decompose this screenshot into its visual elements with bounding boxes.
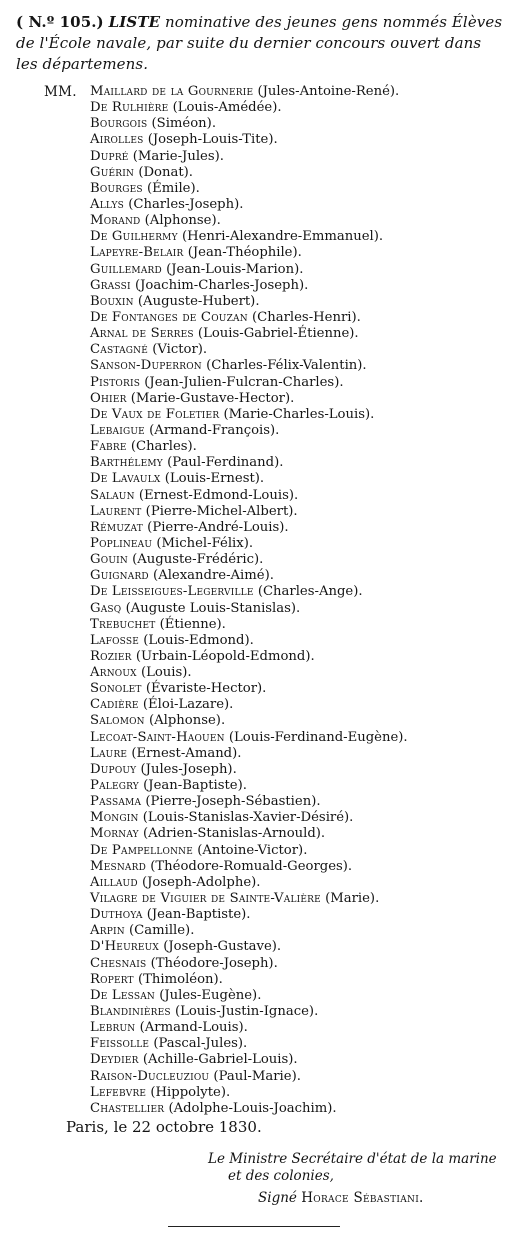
signature-line	[258, 1190, 424, 1207]
student-surname: Laurent	[90, 503, 142, 519]
list-item	[90, 762, 510, 778]
student-given-names: (Henri-Alexandre-Emmanuel).	[181, 229, 384, 245]
student-surname: Lebaigue	[90, 422, 145, 438]
list-item	[90, 875, 510, 891]
list-item	[90, 1020, 510, 1036]
list-item	[90, 1101, 510, 1117]
student-surname: Mesnard	[90, 858, 147, 874]
list-item	[90, 697, 510, 713]
student-surname: Salaun	[90, 487, 135, 503]
student-surname: Laure	[90, 745, 128, 761]
list-item	[90, 1052, 510, 1068]
list-item	[90, 681, 510, 697]
list-item	[90, 455, 510, 471]
student-surname: Sonolet	[90, 681, 142, 697]
list-item	[90, 859, 510, 875]
student-surname: Feissolle	[90, 1036, 150, 1052]
list-item	[90, 730, 510, 746]
list-item	[90, 891, 510, 907]
list-item	[90, 584, 510, 600]
list-item	[90, 617, 510, 633]
student-surname: Bourges	[90, 180, 143, 196]
list-item	[90, 810, 510, 826]
student-given-names: (Pierre-Joseph-Sébastien).	[145, 794, 321, 810]
minister-title: Le Ministre Secrétaire d'état de la marine	[208, 1151, 497, 1167]
list-item	[90, 391, 510, 407]
list-item	[90, 197, 510, 213]
student-given-names: (Armand-Louis).	[139, 1020, 248, 1036]
student-surname: Guillemard	[90, 261, 162, 277]
list-item	[90, 1004, 510, 1020]
list-item	[90, 907, 510, 923]
student-surname: Bouxin	[90, 293, 134, 309]
list-item	[90, 229, 510, 245]
student-surname: Pistoris	[90, 374, 141, 390]
student-surname: Trebuchet	[90, 616, 156, 632]
student-given-names: (Marie).	[325, 891, 380, 907]
student-given-names: (Alphonse).	[148, 713, 226, 729]
student-surname: Lapeyre-Belair	[90, 245, 184, 261]
student-surname: De Lavaulx	[90, 471, 161, 487]
student-surname: Chesnais	[90, 955, 147, 971]
student-given-names: (Auguste-Hubert).	[137, 293, 260, 309]
student-given-names: (Théodore-Joseph).	[150, 955, 278, 971]
student-given-names: (Louis-Ernest).	[164, 471, 265, 487]
student-surname: Arpin	[90, 923, 125, 939]
student-given-names: (Joseph-Gustave).	[163, 939, 282, 955]
student-given-names: (Adrien-Stanislas-Arnould).	[143, 826, 326, 842]
student-given-names: (Pierre-Michel-Albert).	[145, 503, 298, 519]
student-given-names: (Jules-Joseph).	[140, 761, 237, 777]
student-given-names: (Éloi-Lazare).	[142, 697, 234, 713]
student-given-names: (Paul-Marie).	[213, 1068, 301, 1084]
student-given-names: (Charles).	[130, 439, 197, 455]
student-given-names: (Michel-Félix).	[156, 535, 254, 551]
list-item	[90, 181, 510, 197]
student-given-names: (Donat).	[138, 164, 193, 180]
list-item	[90, 843, 510, 859]
student-given-names: (Joseph-Adolphe).	[141, 874, 261, 890]
list-item	[90, 826, 510, 842]
student-given-names: (Thimoléon).	[137, 971, 223, 987]
student-surname: De Leisseigues-Legerville	[90, 584, 254, 600]
student-given-names: (Siméon).	[151, 116, 217, 132]
list-item	[90, 471, 510, 487]
student-surname: De Rulhière	[90, 100, 169, 116]
decree-header	[16, 12, 506, 75]
student-surname: Castagné	[90, 342, 148, 358]
student-given-names: (Charles-Ange).	[257, 584, 363, 600]
student-given-names: (Urbain-Léopold-Edmond).	[135, 648, 315, 664]
student-surname: Aillaud	[90, 874, 138, 890]
student-surname: Maillard de la Gournerie	[90, 84, 254, 99]
student-given-names: (Jean-Baptiste).	[143, 778, 247, 794]
list-item	[90, 149, 510, 165]
list-item	[90, 939, 510, 955]
list-item	[90, 649, 510, 665]
student-surname: Deydier	[90, 1052, 139, 1068]
list-item	[90, 972, 510, 988]
student-surname: Airolles	[90, 132, 144, 148]
student-given-names: (Jean-Baptiste).	[146, 907, 251, 923]
student-surname: Fabre	[90, 439, 127, 455]
student-surname: Salomon	[90, 713, 145, 729]
student-given-names: (Auguste-Frédéric).	[132, 552, 264, 568]
list-item	[90, 423, 510, 439]
student-surname: Poplineau	[90, 535, 153, 551]
student-given-names: (Louis).	[140, 665, 192, 681]
list-item	[90, 713, 510, 729]
minister-title-continued: et des colonies,	[228, 1168, 334, 1184]
student-surname: Sanson-Duperron	[90, 358, 202, 374]
student-surname: Raison-Ducleuziou	[90, 1068, 210, 1084]
list-item	[90, 262, 510, 278]
list-item	[90, 633, 510, 649]
student-surname: Rémuzat	[90, 519, 143, 535]
student-given-names: (Émile).	[146, 180, 200, 196]
student-surname: Passama	[90, 794, 142, 810]
student-surname: Ohier	[90, 390, 127, 406]
student-surname: Duthoya	[90, 907, 143, 923]
student-surname: Bourgois	[90, 116, 148, 132]
student-surname: Blandinières	[90, 1004, 171, 1020]
student-given-names: (Joachim-Charles-Joseph).	[134, 277, 309, 293]
student-surname: Lebrun	[90, 1020, 136, 1036]
list-item	[90, 488, 510, 504]
student-given-names: (Jules-Antoine-René).	[257, 84, 400, 99]
list-item	[90, 746, 510, 762]
student-given-names: (Jean-Julien-Fulcran-Charles).	[144, 374, 344, 390]
decree-title: LISTE	[108, 13, 161, 31]
student-given-names: (Charles-Joseph).	[128, 196, 244, 212]
list-item	[90, 504, 510, 520]
student-surname: De Fontanges de Couzan	[90, 309, 248, 325]
student-surname: D'Heureux	[90, 939, 159, 955]
student-surname: De Vaux de Foletier	[90, 406, 220, 422]
student-surname: Rozier	[90, 648, 132, 664]
list-item	[90, 165, 510, 181]
student-given-names: (Camille).	[129, 923, 195, 939]
student-surname: Vilagre de Viguier de Sainte-Valière	[90, 891, 321, 907]
student-given-names: (Victor).	[152, 342, 208, 358]
student-given-names: (Louis-Edmond).	[143, 632, 254, 648]
student-surname: Mongin	[90, 810, 139, 826]
student-surname: Cadière	[90, 697, 139, 713]
student-given-names: (Jean-Théophile).	[187, 245, 302, 261]
student-surname: De Lessan	[90, 987, 156, 1003]
list-item	[90, 778, 510, 794]
list-item	[90, 956, 510, 972]
signatory-name: Horace Sébastiani.	[301, 1190, 424, 1206]
list-item	[90, 84, 510, 100]
list-item	[90, 278, 510, 294]
student-given-names: (Antoine-Victor).	[197, 842, 308, 858]
list-item	[90, 116, 510, 132]
list-item	[90, 520, 510, 536]
student-given-names: (Louis-Stanislas-Xavier-Désiré).	[142, 810, 354, 826]
student-surname: Ropert	[90, 971, 134, 987]
student-surname: Chastellier	[90, 1100, 165, 1116]
signed-label: Signé	[258, 1190, 297, 1206]
student-surname: Lafosse	[90, 632, 140, 648]
student-surname: Palegry	[90, 778, 139, 794]
student-given-names: (Adolphe-Louis-Joachim).	[168, 1100, 337, 1116]
student-given-names: (Joseph-Louis-Tite).	[147, 132, 278, 148]
student-given-names: (Charles-Félix-Valentin).	[206, 358, 367, 374]
student-surname: Allys	[90, 196, 125, 212]
list-item	[90, 1085, 510, 1101]
list-item	[90, 1036, 510, 1052]
list-item	[90, 536, 510, 552]
list-item	[90, 375, 510, 391]
student-surname: Arnoux	[90, 665, 137, 681]
list-item	[90, 552, 510, 568]
student-given-names: (Alexandre-Aimé).	[153, 568, 274, 584]
student-given-names: (Achille-Gabriel-Louis).	[142, 1052, 298, 1068]
student-list	[90, 84, 510, 1117]
student-given-names: (Louis-Gabriel-Étienne).	[197, 326, 359, 342]
student-surname: Dupré	[90, 148, 129, 164]
list-item	[90, 601, 510, 617]
student-surname: Guérin	[90, 164, 135, 180]
student-given-names: (Armand-François).	[149, 422, 280, 438]
student-surname: Guignard	[90, 568, 149, 584]
student-given-names: (Pierre-André-Louis).	[147, 519, 289, 535]
list-item	[90, 342, 510, 358]
list-item	[90, 213, 510, 229]
student-given-names: (Évariste-Hector).	[145, 681, 267, 697]
student-surname: De Guilhermy	[90, 229, 178, 245]
messieurs-label: MM.	[44, 84, 77, 100]
student-surname: Mornay	[90, 826, 139, 842]
list-item	[90, 310, 510, 326]
list-item	[90, 794, 510, 810]
student-given-names: (Ernest-Edmond-Louis).	[138, 487, 299, 503]
student-given-names: (Alphonse).	[144, 213, 221, 229]
list-item	[90, 358, 510, 374]
student-surname: Lecoat-Saint-Haouen	[90, 729, 225, 745]
student-given-names: (Marie-Gustave-Hector).	[130, 390, 295, 406]
list-item	[90, 132, 510, 148]
student-surname: De Pampellonne	[90, 842, 193, 858]
student-surname: Lefebvre	[90, 1084, 147, 1100]
student-surname: Gouin	[90, 552, 128, 568]
decree-date: Paris, le 22 octobre 1830.	[66, 1118, 262, 1136]
student-given-names: (Paul-Ferdinand).	[167, 455, 284, 471]
decree-number: ( N.º 105.)	[16, 13, 104, 31]
student-given-names: (Charles-Henri).	[252, 309, 361, 325]
student-given-names: (Étienne).	[159, 616, 226, 632]
student-given-names: (Ernest-Amand).	[131, 745, 242, 761]
student-given-names: (Louis-Ferdinand-Eugène).	[228, 729, 408, 745]
list-item	[90, 326, 510, 342]
list-item	[90, 1069, 510, 1085]
student-surname: Morand	[90, 213, 141, 229]
list-item	[90, 245, 510, 261]
student-given-names: (Marie-Charles-Louis).	[223, 406, 375, 422]
list-item	[90, 568, 510, 584]
closing-rule	[168, 1226, 340, 1227]
decree-description: nominative des jeunes gens nommés Élèves de l'École navale, par suite du dernier concours ouvert dans les départemens.	[16, 13, 503, 73]
student-given-names: (Hippolyte).	[150, 1084, 231, 1100]
student-given-names: (Marie-Jules).	[132, 148, 224, 164]
student-surname: Dupouy	[90, 761, 137, 777]
list-item	[90, 294, 510, 310]
student-given-names: (Jean-Louis-Marion).	[166, 261, 304, 277]
student-surname: Barthélemy	[90, 455, 163, 471]
list-item	[90, 923, 510, 939]
list-item	[90, 407, 510, 423]
student-surname: Gasq	[90, 600, 122, 616]
student-given-names: (Louis-Justin-Ignace).	[174, 1004, 319, 1020]
student-surname: Arnal de Serres	[90, 326, 194, 342]
student-given-names: (Théodore-Romuald-Georges).	[150, 858, 353, 874]
list-item	[90, 100, 510, 116]
student-given-names: (Jules-Eugène).	[159, 987, 262, 1003]
student-surname: Grassi	[90, 277, 131, 293]
student-given-names: (Louis-Amédée).	[172, 100, 282, 116]
list-item	[90, 665, 510, 681]
student-given-names: (Auguste Louis-Stanislas).	[125, 600, 301, 616]
student-given-names: (Pascal-Jules).	[153, 1036, 248, 1052]
list-item	[90, 988, 510, 1004]
list-item	[90, 439, 510, 455]
